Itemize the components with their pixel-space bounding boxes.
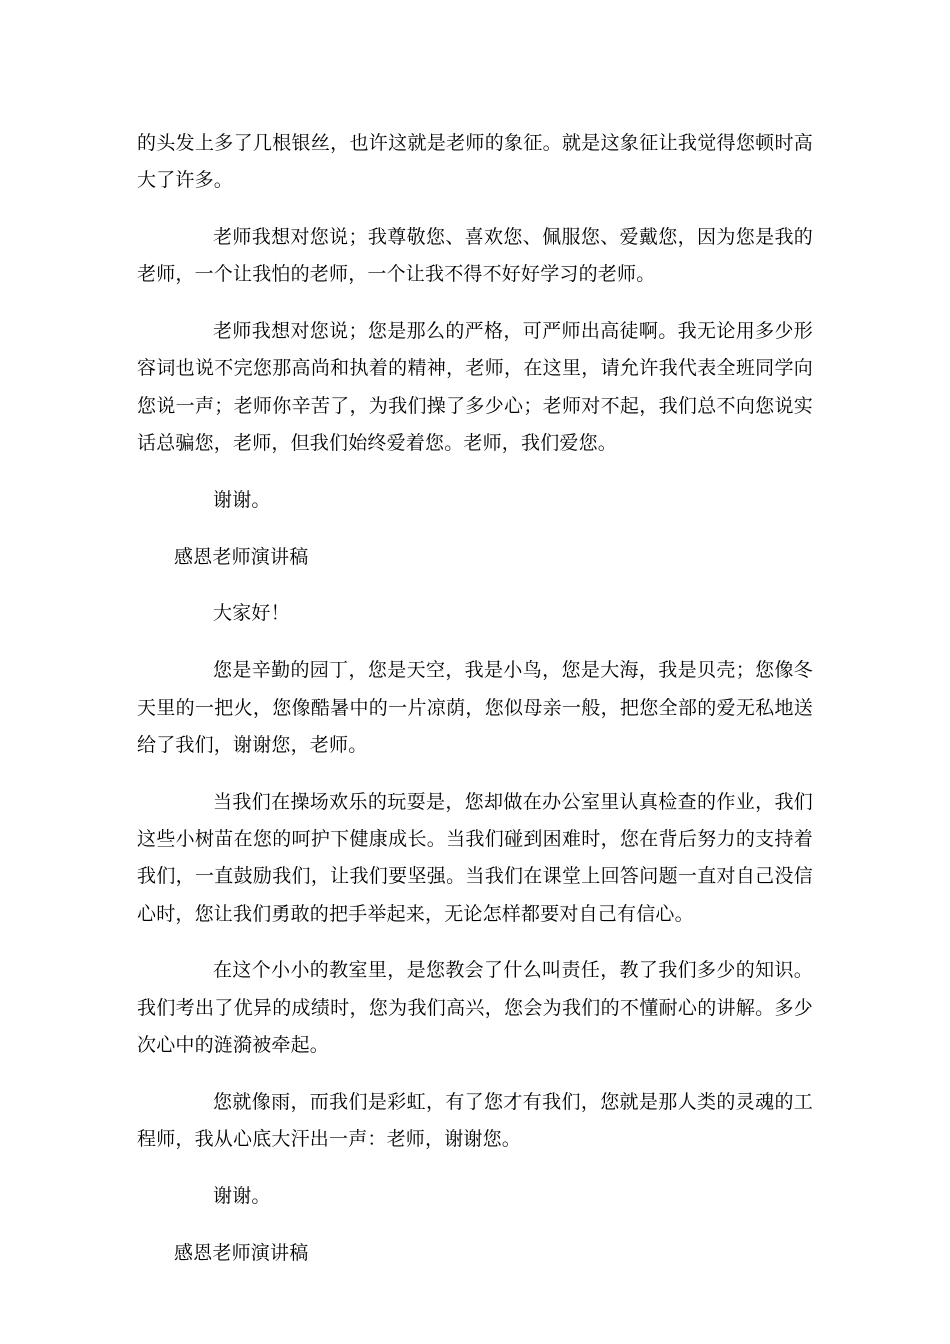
paragraph-thanks: 谢谢。	[213, 1184, 271, 1207]
paragraph: 老师我想对您说；您是那么的严格，可严师出高徒啊。我无论用多少形容词也说不完您那高尚和执着的精神，老师，在这里，请允许我代表全班同学向您说一声；老师你辛苦了，为我们操了多少心；老师对不起，我们总不向您说实话总骗您，老师，但我们始终爱着您。老师，我们爱您。	[137, 320, 813, 455]
section-title: 感恩老师演讲稿	[174, 1241, 309, 1264]
paragraph: 老师我想对您说；我尊敬您、喜欢您、佩服您、爱戴您，因为您是我的老师，一个让我怕的老师，一个让我不得不好好学习的老师。	[137, 226, 813, 286]
paragraph: 您就像雨，而我们是彩虹，有了您才有我们，您就是那人类的灵魂的工程师，我从心底大汗出一声：老师，谢谢您。	[137, 1090, 813, 1151]
paragraph: 您是辛勤的园丁，您是天空，我是小鸟，您是大海，我是贝壳；您像冬天里的一把火，您像酷暑中的一片凉荫，您似母亲一般，把您全部的爱无私地送给了我们，谢谢您，老师。	[137, 659, 813, 756]
paragraph-thanks: 谢谢。	[213, 488, 271, 511]
greeting: 大家好！	[213, 602, 290, 625]
section-title: 感恩老师演讲稿	[174, 545, 309, 568]
paragraph: 当我们在操场欢乐的玩耍是，您却做在办公室里认真检查的作业，我们这些小树苗在您的呵护下健康成长。当我们碰到困难时，您在背后努力的支持着我们，一直鼓励我们，让我们要坚强。当我们在课堂上回答问题一直对自己没信心时，您让我们勇敢的把手举起来，无论怎样都要对自己有信心。	[137, 790, 813, 925]
document-page	[137, 125, 813, 1291]
paragraph: 在这个小小的教室里，是您教会了什么叫责任，教了我们多少的知识。我们考出了优异的成绩时，您为我们高兴，您会为我们的不懂耐心的讲解。多少次心中的涟漪被牵起。	[137, 959, 813, 1056]
paragraph-continued: 的头发上多了几根银丝，也许这就是老师的象征。就是这象征让我觉得您顿时高大了许多。	[137, 132, 813, 192]
